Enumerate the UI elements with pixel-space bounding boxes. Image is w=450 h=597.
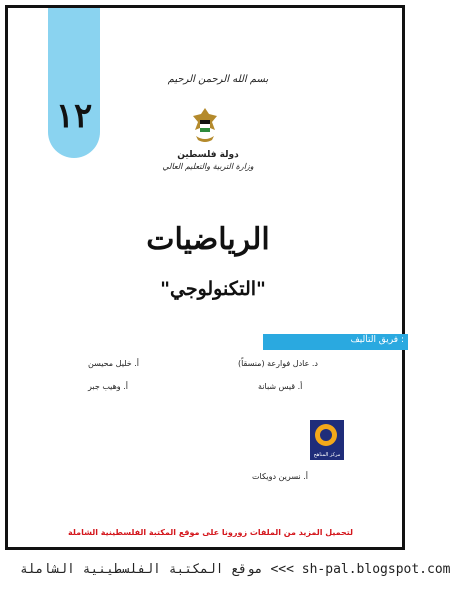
ministry-name: وزارة التربية والتعليم العالي [162,162,254,171]
logo-text: مركز المناهج [313,452,341,458]
grade-number: ١٢ [55,96,93,136]
state-name: دولة فلسطين [177,150,239,160]
basmala: بسم الله الرحمن الرحيم [167,74,269,85]
author-2: أ. خليل محيسن [88,359,140,368]
download-note-link[interactable]: لتحميل المزيد من الملفات زورونا على موقع المكتبة الفلسطينية الشاملة [68,528,354,537]
grade-tab [48,8,100,158]
curriculum-center-logo [310,420,344,460]
team-label-bar [263,334,408,350]
author-1: د. عادل فوارعة (منسقاً) [238,359,318,368]
book-subtitle: "التكنولوجي" [160,278,266,300]
eagle-emblem-icon [190,106,220,148]
book-title: الرياضيات [146,222,270,257]
site-link[interactable]: موقع المكتبة الفلسطينية الشاملة <<< sh-pal.blogspot.com [20,562,450,577]
author-5: أ. نسرين دويكات [252,472,308,481]
book-cover [5,5,405,550]
logo-inner-circle-icon [320,429,332,441]
author-3: أ. قيس شبانة [258,382,303,391]
team-label: فريق التأليف : [350,335,404,345]
author-4: أ. وهيب جبر [88,382,128,391]
